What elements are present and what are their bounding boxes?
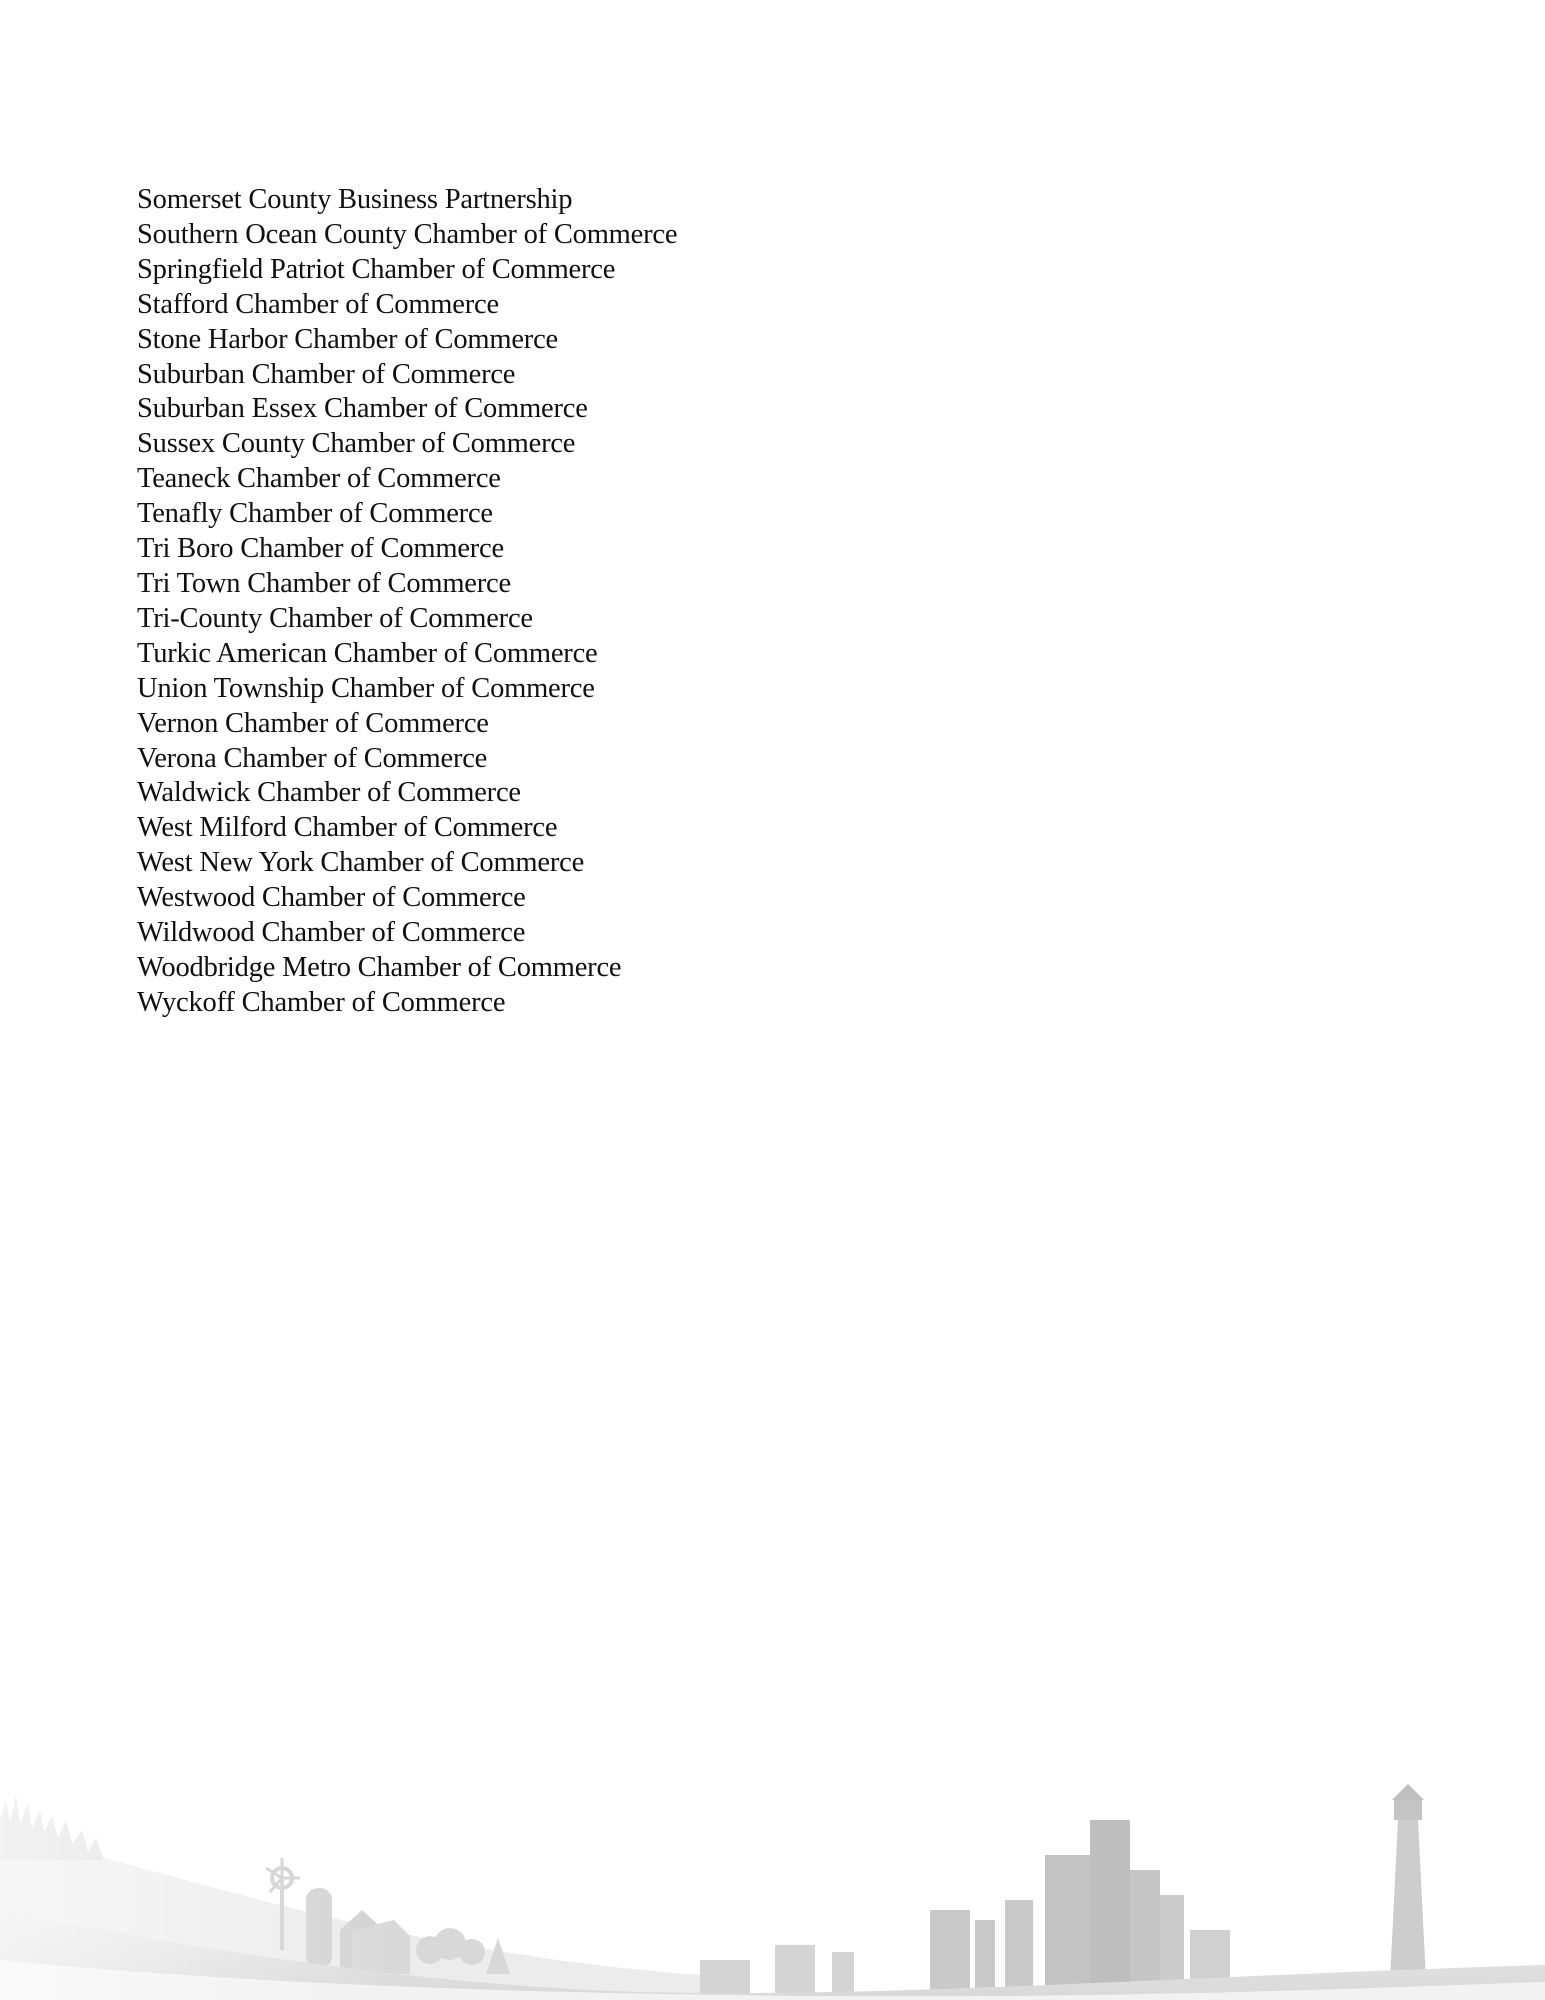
list-item: Tri Boro Chamber of Commerce: [137, 533, 504, 565]
list-item: Suburban Chamber of Commerce: [137, 358, 516, 390]
organization-list: [137, 183, 677, 1021]
list-item: Waldwick Chamber of Commerce: [137, 777, 521, 809]
list-item: Tri-County Chamber of Commerce: [137, 602, 533, 634]
list-item: Tri Town Chamber of Commerce: [137, 567, 511, 599]
list-item: Vernon Chamber of Commerce: [137, 707, 489, 739]
list-item: West New York Chamber of Commerce: [137, 847, 585, 879]
list-item: West Milford Chamber of Commerce: [137, 812, 558, 844]
list-item: Stafford Chamber of Commerce: [137, 288, 499, 320]
list-item: Wyckoff Chamber of Commerce: [137, 986, 506, 1018]
list-item: Wildwood Chamber of Commerce: [137, 917, 526, 949]
list-item: Tenafly Chamber of Commerce: [137, 498, 493, 530]
list-item: Somerset County Business Partnership: [137, 184, 573, 215]
list-item: Verona Chamber of Commerce: [137, 742, 488, 774]
list-item: Sussex County Chamber of Commerce: [137, 428, 576, 460]
list-item: Springfield Patriot Chamber of Commerce: [137, 253, 616, 285]
list-item: Stone Harbor Chamber of Commerce: [137, 323, 558, 355]
list-item: Teaneck Chamber of Commerce: [137, 463, 501, 495]
list-item: Woodbridge Metro Chamber of Commerce: [137, 951, 622, 983]
list-item: Westwood Chamber of Commerce: [137, 882, 526, 914]
skyline-footer-illustration: [0, 1760, 1545, 2000]
list-item: Suburban Essex Chamber of Commerce: [137, 393, 588, 425]
list-item: Southern Ocean County Chamber of Commerce: [137, 218, 678, 250]
list-item: Turkic American Chamber of Commerce: [137, 637, 598, 669]
list-item: Union Township Chamber of Commerce: [137, 672, 595, 704]
